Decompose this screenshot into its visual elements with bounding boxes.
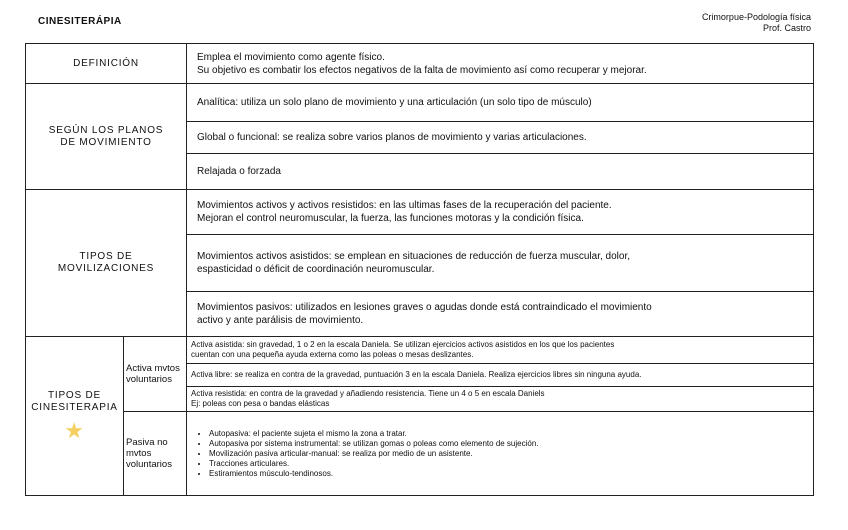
definition-line: Emplea el movimiento como agente físico.: [197, 51, 385, 63]
page-title: CINESITERÁPIA: [38, 16, 122, 27]
movilizacion-line: Movimientos pasivos: utilizados en lesiones graves o agudas donde está contraindicado el movimiento: [197, 302, 652, 313]
activa-libre: [187, 364, 814, 387]
activa-resistida: [187, 387, 814, 412]
definition-line: Su objetivo es combatir los efectos negativos de la falta de movimiento así como recuperar y mejorar.: [197, 64, 647, 76]
section-label-movilizaciones: TIPOS DE MOVILIZACIONES: [26, 190, 187, 337]
activa-asistida: [187, 337, 814, 364]
pasiva-cell: [187, 412, 814, 496]
table-row: [26, 190, 814, 235]
section-label-cinesiterapia: [26, 337, 124, 496]
list-item: • Movilización pasiva articular-manual: se realiza por medio de un asistente.: [209, 449, 809, 459]
plano-relajada: Relajada o forzada: [187, 154, 814, 190]
movilizacion-line: espasticidad o déficit de coordinación neuromuscular.: [197, 264, 435, 275]
movilizacion-pasivos: [187, 292, 814, 337]
movilizacion-activos: [187, 190, 814, 235]
activa-line: Activa libre: se realiza en contra de la gravedad, puntuación 3 en la escala Daniela. Realiza ejercicios libres sin ninguna ayuda.: [191, 370, 642, 379]
activa-line: Activa asistida: sin gravedad, 1 o 2 en la escala Daniela. Se utilizan ejercicios activos asistidos en los que los pacientes: [191, 340, 615, 349]
section-label-definicion: DEFINICIÓN: [26, 44, 187, 84]
table-row: [26, 337, 814, 364]
activa-line: Ej: poleas con pesa o bandas elásticas: [191, 399, 330, 408]
list-item: • Autopasiva por sistema instrumental: se utilizan gomas o poleas como elemento de sujeción.: [209, 439, 809, 449]
movilizacion-line: Movimientos activos y activos resistidos: en las ultimas fases de la recuperación del paciente.: [197, 200, 612, 211]
activa-label: Activa mvtos voluntarios: [124, 337, 187, 412]
professor-name: Prof. Castro: [762, 23, 811, 33]
table-row: [26, 412, 814, 496]
cinesiterapia-label: TIPOS DE CINESITERAPIA: [31, 390, 118, 413]
author-info: [702, 12, 811, 34]
section-label-planos: SEGÚN LOS PLANOS DE MOVIMIENTO: [26, 84, 187, 190]
star-icon: ★: [64, 418, 85, 443]
activa-line: cuentan con una pequeña ayuda externa como las poleas o mesas deslizantes.: [191, 350, 474, 359]
movilizacion-asistidos: [187, 235, 814, 292]
list-item: • Estiramientos músculo-tendinosos.: [209, 469, 809, 479]
plano-global: Global o funcional: se realiza sobre varios planos de movimiento y varias articulaciones.: [187, 122, 814, 154]
summary-table: [25, 43, 814, 496]
pasiva-list: [191, 429, 809, 479]
activa-line: Activa resistida: en contra de la gravedad y añadiendo resistencia. Tiene un 4 o 5 en escala Daniels: [191, 389, 545, 398]
table-row: [26, 44, 814, 84]
list-item: • Autopasiva: el paciente sujeta el mismo la zona a tratar.: [209, 429, 809, 439]
movilizacion-line: Movimientos activos asistidos: se emplean en situaciones de reducción de fuerza muscular, dolor,: [197, 251, 631, 262]
course-name: Crimorpue-Podología física: [701, 12, 811, 22]
table-row: [26, 84, 814, 122]
movilizacion-line: activo y ante parálisis de movimiento.: [197, 315, 364, 326]
plano-analitica: Analítica: utiliza un solo plano de movimiento y una articulación (un solo tipo de músculo): [187, 84, 814, 122]
list-item: • Tracciones articulares.: [209, 459, 809, 469]
definition-cell: [187, 44, 814, 84]
pasiva-label: Pasiva no mvtos voluntarios: [124, 412, 187, 496]
movilizacion-line: Mejoran el control neuromuscular, la fuerza, las funciones motoras y la condición física.: [197, 213, 584, 224]
